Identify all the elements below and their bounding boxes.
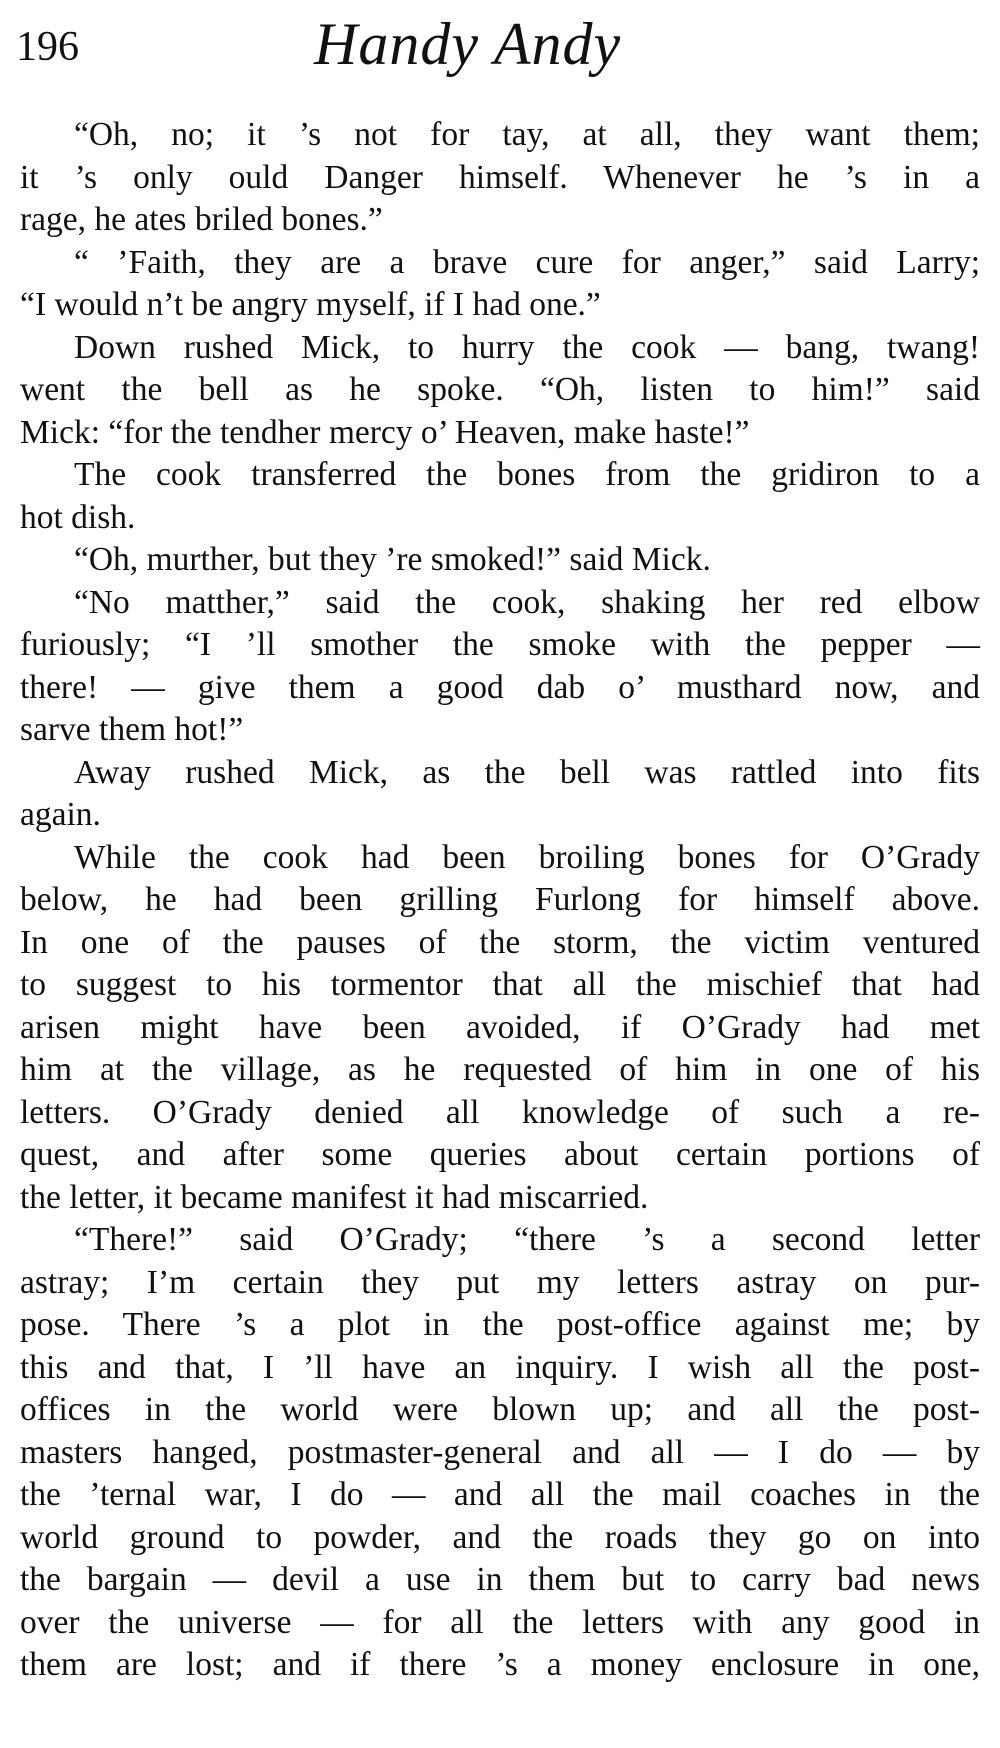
text-line: pose. There ’s a plot in the post-office against me; by bbox=[20, 1306, 980, 1343]
text-line: astray; I’m certain they put my letters astray on pur- bbox=[20, 1263, 980, 1301]
text-line: sarve them hot!” bbox=[20, 711, 244, 748]
text-line: “I would n’t be angry myself, if I had one.” bbox=[20, 286, 601, 323]
text-line: Away rushed Mick, as the bell was rattled into fits bbox=[74, 753, 980, 791]
body-text bbox=[20, 114, 980, 1687]
page-number: 196 bbox=[16, 24, 79, 70]
text-line: there! — give them a good dab o’ musthard now, and bbox=[20, 668, 980, 706]
text-line: In one of the pauses of the storm, the victim ventured bbox=[20, 923, 980, 961]
text-line: the bargain — devil a use in them but to carry bad news bbox=[20, 1561, 980, 1598]
text-line: offices in the world were blown up; and all the post- bbox=[20, 1391, 980, 1428]
text-line: hot dish. bbox=[20, 498, 136, 536]
book-page bbox=[14, 11, 986, 1734]
page-header bbox=[14, 11, 986, 92]
text-line: again. bbox=[20, 796, 101, 833]
text-line: below, he had been grilling Furlong for himself above. bbox=[20, 881, 980, 918]
text-line: letters. O’Grady denied all knowledge of such a re- bbox=[20, 1093, 980, 1131]
text-line: the ’ternal war, I do — and all the mail coaches in the bbox=[20, 1476, 980, 1513]
text-line: While the cook had been broiling bones for O’Grady bbox=[74, 838, 980, 876]
text-line: rage, he ates briled bones.” bbox=[20, 201, 383, 238]
text-line: “ ’Faith, they are a brave cure for anger,” said Larry; bbox=[74, 243, 980, 281]
text-line: it ’s only ould Danger himself. Whenever he ’s in a bbox=[20, 158, 980, 196]
text-line: Down rushed Mick, to hurry the cook — bang, twang! bbox=[74, 328, 980, 366]
text-line: to suggest to his tormentor that all the mischief that had bbox=[20, 966, 980, 1003]
text-line: him at the village, as he requested of him in one of his bbox=[20, 1051, 980, 1088]
text-line: went the bell as he spoke. “Oh, listen to him!” said bbox=[20, 371, 980, 408]
text-line: world ground to powder, and the roads they go on into bbox=[20, 1518, 980, 1556]
text-line: arisen might have been avoided, if O’Grady had met bbox=[20, 1008, 980, 1046]
running-title: Handy Andy bbox=[314, 11, 622, 77]
text-line: “There!” said O’Grady; “there ’s a second letter bbox=[74, 1221, 980, 1258]
text-line: them are lost; and if there ’s a money enclosure in one, bbox=[20, 1646, 980, 1683]
text-line: Mick: “for the tendher mercy o’ Heaven, make haste!” bbox=[20, 413, 750, 451]
text-line: over the universe — for all the letters with any good in bbox=[20, 1603, 980, 1641]
text-line: this and that, I ’ll have an inquiry. I wish all the post- bbox=[20, 1348, 980, 1386]
text-line: “Oh, no; it ’s not for tay, at all, they want them; bbox=[74, 116, 980, 153]
text-line: quest, and after some queries about certain portions of bbox=[20, 1136, 980, 1173]
text-line: “Oh, murther, but they ’re smoked!” said Mick. bbox=[74, 541, 711, 578]
text-line: the letter, it became manifest it had miscarried. bbox=[20, 1178, 649, 1216]
text-line: “No matther,” said the cook, shaking her red elbow bbox=[74, 583, 980, 621]
text-line: furiously; “I ’ll smother the smoke with the pepper — bbox=[20, 626, 980, 663]
text-line: The cook transferred the bones from the gridiron to a bbox=[74, 456, 980, 493]
text-line: masters hanged, postmaster-general and all — I do — by bbox=[20, 1433, 980, 1471]
